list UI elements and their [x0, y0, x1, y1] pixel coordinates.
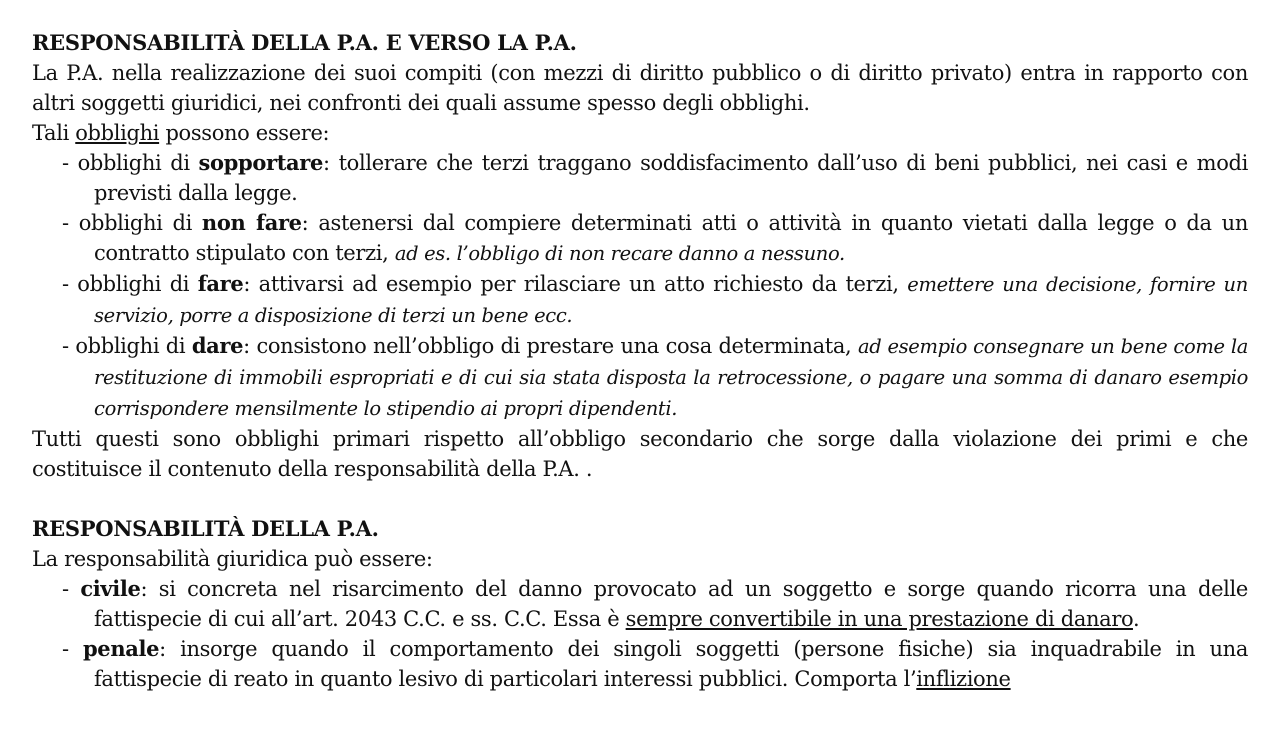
- responsabilita-intro: La responsabilità giuridica può essere:: [32, 547, 433, 571]
- item-term: fare: [197, 271, 244, 296]
- item-prefix: -: [62, 577, 81, 601]
- item-text: : astenersi dal compiere determinati atti o attività in quanto vietati dalla legge o da un contratto stipulato con terzi,: [94, 211, 1249, 265]
- item-text: : attivarsi ad esempio per rilasciare un atto richiesto da terzi,: [243, 272, 908, 296]
- item-prefix: -: [62, 637, 83, 661]
- list-item-dare: [32, 331, 1248, 424]
- item-text: : insorge quando il comportamento dei singoli soggetti (persone fisiche) sia inquadrabile in una fattispecie di reato in quanto lesivo di particolari interessi pubblici. Comporta l’: [94, 637, 1248, 691]
- item-term: dare: [191, 333, 244, 358]
- intro-paragraph: La P.A. nella realizzazione dei suoi compiti (con mezzi di diritto pubblico o di diritto privato) entra in rapporto con altri soggetti giuridici, nei confronti dei quali assume spesso degli obblighi.: [32, 61, 1248, 115]
- list-item-fare: [32, 269, 1248, 331]
- list-item-civile: [32, 574, 1248, 634]
- section-heading-responsabilita: RESPONSABILITÀ DELLA P.A.: [32, 516, 379, 541]
- item-prefix: - obblighi di: [62, 272, 198, 296]
- obblighi-intro: [32, 118, 1248, 148]
- item-underlined: sempre convertibile in una prestazione di danaro: [625, 607, 1133, 631]
- obblighi-underlined: obblighi: [75, 121, 160, 145]
- section-spacer: [32, 484, 1248, 514]
- item-term: penale: [82, 636, 160, 661]
- item-text: : si concreta nel risarcimento del danno provocato ad un soggetto e sorge quando ricorra una delle fattispecie di cui all’art. 2043 C.C. e ss. C.C. Essa è: [94, 577, 1248, 631]
- item-term: sopportare: [198, 150, 324, 175]
- closing-paragraph: Tutti questi sono obblighi primari rispetto all’obbligo secondario che sorge dalla violazione dei primi e che costituisce il contenuto della responsabilità della P.A. .: [32, 427, 1248, 481]
- section-heading-responsabilita-verso: RESPONSABILITÀ DELLA P.A. E VERSO LA P.A.: [32, 30, 577, 55]
- item-term: non fare: [201, 210, 302, 235]
- document-page: [32, 28, 1248, 694]
- item-text: : tollerare che terzi traggano soddisfacimento dall’uso di beni pubblici, nei casi e modi previsti dalla legge.: [94, 151, 1248, 205]
- item-prefix: - obblighi di: [62, 211, 202, 235]
- list-item-penale: [32, 634, 1248, 694]
- item-text: : consistono nell’obbligo di prestare una cosa determinata,: [243, 334, 858, 358]
- item-example: ad es. l’obbligo di non recare danno a nessuno.: [394, 242, 845, 265]
- item-term: civile: [80, 576, 141, 601]
- list-item-non-fare: [32, 208, 1248, 269]
- item-example: ad esempio consegnare un bene come la restituzione di immobili espropriati e di cui sia stata disposta la retrocessione, o pagare una somma di danaro esempio corrispondere mensilmente lo stipendio ai propri dipendenti.: [94, 335, 1248, 420]
- item-end: .: [1132, 607, 1140, 631]
- tali-text: Tali: [32, 121, 76, 145]
- item-underlined: inflizione: [916, 667, 1011, 691]
- possono-text: possono essere:: [159, 121, 330, 145]
- list-item-sopportare: [32, 148, 1248, 208]
- item-prefix: - obblighi di: [62, 334, 192, 358]
- item-prefix: - obblighi di: [62, 151, 199, 175]
- item-example: emettere una decisione, fornire un servizio, porre a disposizione di terzi un bene ecc.: [94, 273, 1248, 327]
